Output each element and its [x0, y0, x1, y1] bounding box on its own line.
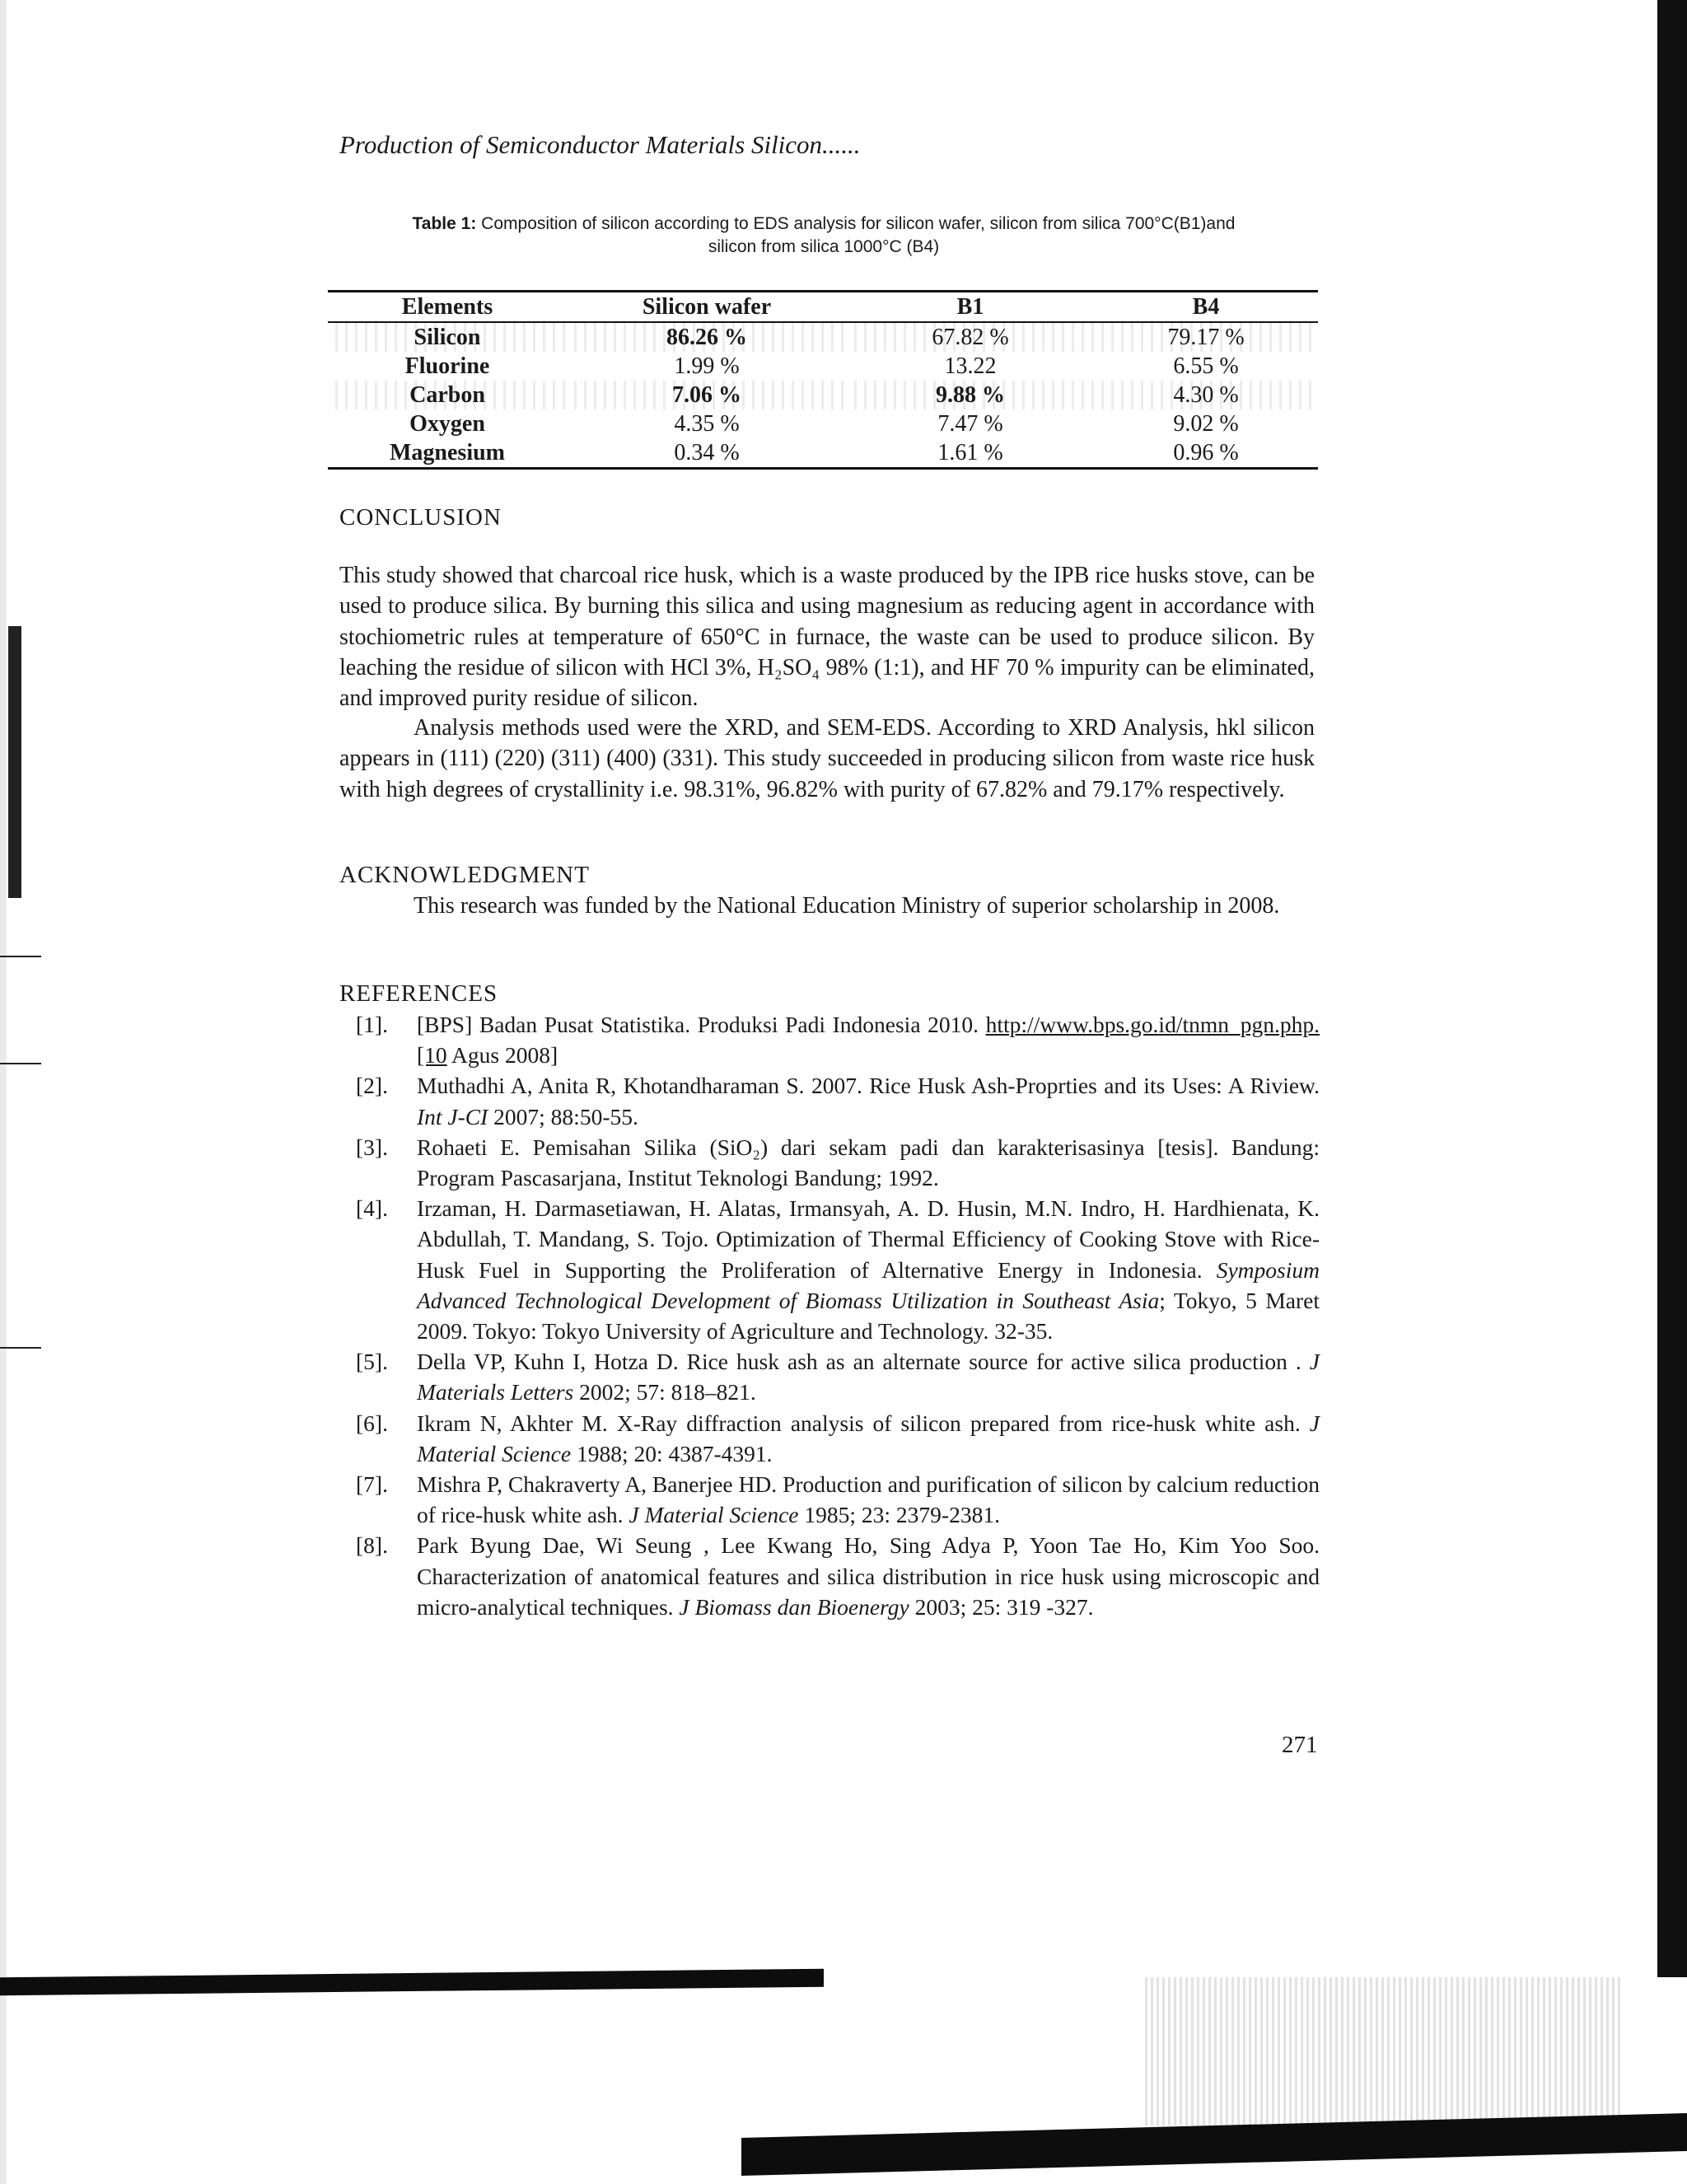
reference-body: 2002; 57: 818–821. — [573, 1379, 756, 1405]
reference-item — [339, 1070, 1320, 1131]
reference-text — [417, 1530, 1320, 1622]
reference-item — [339, 1530, 1320, 1622]
reference-journal: Symposium Advanced Technological Development of Biomass Utilization in Southeast Asia — [417, 1256, 1320, 1313]
element-cell: Oxygen — [409, 411, 485, 437]
element-cell: Carbon — [328, 381, 567, 409]
column-header: B1 — [956, 294, 984, 320]
table-cell: 0.34 % — [674, 440, 740, 465]
table-cell: 67.82 % — [847, 322, 1094, 352]
page-number: 271 — [1282, 1732, 1318, 1758]
table-caption-text: Composition of silicon according to EDS analysis for silicon wafer, silicon from silica 700°C(B1)and — [481, 214, 1236, 233]
reference-text — [417, 1408, 1320, 1469]
column-header: Elements — [401, 294, 493, 320]
reference-body: 2007; 88:50-55. — [488, 1103, 638, 1129]
reference-body: Irzaman, H. Darmasetiawan, H. Alatas, Irmansyah, A. D. Husin, M.N. Indro, H. Hardhienata, K. Abdullah, T. Mandang, S. Tojo. Optimization of Thermal Efficiency of Cooking Stove with Rice-Husk Fuel in Supporting the Proliferation of Alternative Energy in Indonesia. — [417, 1195, 1320, 1283]
conclusion-heading: CONCLUSION — [339, 504, 502, 531]
reference-list — [339, 1009, 1320, 1622]
table-row — [328, 322, 1318, 352]
table-cell: 4.30 % — [1094, 381, 1318, 409]
scan-edge — [0, 1969, 824, 1995]
reference-number: [1]. — [356, 1012, 388, 1037]
conclusion-paragraph: Analysis methods used were the XRD, and SEM-EDS. According to XRD Analysis, hkl silicon appears in (111) (220) (311) (400) (331). This study succeeded in producing silicon from waste rice husk with high degrees of crystallinity i.e. 98.31%, 96.82% with purity of 67.82% and 79.17% respectively. — [339, 715, 1315, 802]
table-cell: 1.99 % — [674, 353, 740, 379]
table-caption-label: Table 1: — [412, 214, 477, 233]
table-header-row — [328, 292, 1318, 323]
reference-body: Agus 2008] — [446, 1042, 558, 1069]
table-cell: 7.47 % — [937, 411, 1003, 437]
reference-link[interactable]: http://www.bps.go.id/tnmn_pgn.php. [10 — [417, 1012, 1320, 1069]
reference-body: Mishra P, Chakraverty A, Banerjee HD. Production and purification of silicon by calcium reduction of rice-husk white ash. — [417, 1471, 1320, 1528]
table-cell: 86.26 % — [567, 322, 847, 352]
element-cell: Silicon — [328, 322, 567, 352]
table-cell: 6.55 % — [1173, 353, 1239, 379]
table-cell: 1.61 % — [937, 440, 1003, 465]
reference-body: Muthadhi A, Anita R, Khotandharaman S. 2007. Rice Husk Ash-Proprties and its Uses: A Riview. — [417, 1073, 1320, 1099]
reference-number: [6]. — [356, 1410, 388, 1436]
reference-text — [417, 1346, 1320, 1407]
scan-edge — [1657, 0, 1687, 1977]
reference-item — [339, 1408, 1320, 1469]
table-cell: 0.96 % — [1173, 440, 1239, 465]
reference-journal: J Material Science — [629, 1502, 799, 1528]
reference-journal: Int J-CI — [417, 1103, 488, 1129]
table-cell: 9.02 % — [1173, 411, 1239, 437]
element-cell: Fluorine — [404, 353, 490, 379]
scan-mark — [0, 956, 41, 957]
scan-edge — [0, 0, 7, 2184]
table-caption-text: silicon from silica 1000°C (B4) — [708, 237, 940, 256]
references-heading: REFERENCES — [339, 980, 498, 1007]
reference-item — [339, 1469, 1320, 1530]
reference-body: 2003; 25: 319 -327. — [909, 1593, 1094, 1620]
reference-body: 1985; 23: 2379-2381. — [798, 1502, 1000, 1528]
reference-number: [3]. — [356, 1134, 388, 1160]
table-row — [328, 409, 1318, 438]
composition-table — [328, 290, 1318, 470]
reference-text — [417, 1193, 1320, 1346]
running-head: Production of Semiconductor Materials Silicon...... — [339, 130, 861, 159]
table-cell: 4.35 % — [674, 411, 740, 437]
acknowledgment-paragraph: This research was funded by the National Education Ministry of superior scholarship in 2008. — [414, 893, 1280, 919]
reference-number: [2]. — [356, 1073, 388, 1099]
table-cell: 9.88 % — [847, 381, 1094, 409]
reference-item — [339, 1009, 1320, 1070]
reference-text — [417, 1009, 1320, 1070]
table-cell: 79.17 % — [1094, 322, 1318, 352]
reference-text — [417, 1469, 1320, 1530]
table-cell: 7.06 % — [567, 381, 847, 409]
table-row — [328, 352, 1318, 381]
element-cell: Magnesium — [390, 440, 505, 465]
reference-number: [7]. — [356, 1471, 388, 1498]
reference-text — [417, 1070, 1320, 1131]
reference-body: 1988; 20: 4387-4391. — [571, 1440, 773, 1466]
acknowledgment-heading: ACKNOWLEDGMENT — [339, 862, 590, 888]
table-caption — [329, 213, 1318, 259]
reference-body: Ikram N, Akhter M. X-Ray diffraction analysis of silicon prepared from rice-husk white ash. — [417, 1410, 1310, 1436]
reference-number: [8]. — [356, 1532, 388, 1559]
reference-body: Rohaeti E. Pemisahan Silika (SiO₂) dari sekam padi dan karakterisasinya [tesis]. Bandung: Program Pascasarjana, Institut Teknologi Bandung; 1992. — [417, 1134, 1320, 1191]
reference-item — [339, 1346, 1320, 1407]
reference-text — [417, 1132, 1320, 1193]
reference-body: [BPS] Badan Pusat Statistika. Produksi Padi Indonesia 2010. — [417, 1012, 986, 1037]
reference-journal: J Materials Letters — [417, 1349, 1320, 1405]
table-row — [328, 438, 1318, 469]
conclusion-paragraph: This study showed that charcoal rice husk, which is a waste produced by the IPB rice husks stove, can be used to produce silica. By burning this silica and using magnesium as reducing agent in accordance with stochiometric rules at temperature of 650°C in furnace, the waste can be used to produce silicon. By leaching the residue of silicon with HCl 3%, H₂SO₄ 98% (1:1), and HF 70 % impurity can be eliminated, and improved purity residue of silicon. — [339, 563, 1315, 712]
column-header: Silicon wafer — [642, 294, 772, 320]
table-row — [328, 381, 1318, 409]
reference-body: Park Byung Dae, Wi Seung , Lee Kwang Ho, Sing Adya P, Yoon Tae Ho, Kim Yoo Soo. Characterization of anatomical features and silica distribution in rice husk using microscopic and micro-analytical techniques. — [417, 1532, 1320, 1620]
reference-journal: J Material Science — [417, 1410, 1320, 1466]
reference-number: [5]. — [356, 1349, 388, 1375]
scan-smudge — [8, 626, 21, 898]
table-cell: 13.22 — [944, 353, 997, 379]
reference-item — [339, 1132, 1320, 1193]
scan-noise — [1145, 1977, 1623, 2126]
column-header: B4 — [1192, 294, 1220, 320]
scan-mark — [0, 1063, 41, 1064]
scan-mark — [0, 1347, 41, 1349]
reference-journal: J Biomass dan Bioenergy — [679, 1593, 909, 1620]
reference-number: [4]. — [356, 1195, 388, 1222]
reference-body: Della VP, Kuhn I, Hotza D. Rice husk ash as an alternate source for active silica production . — [417, 1349, 1310, 1375]
reference-body: ; Tokyo, 5 Maret 2009. Tokyo: Tokyo University of Agriculture and Technology. 32-35. — [417, 1287, 1320, 1345]
reference-item — [339, 1193, 1320, 1346]
